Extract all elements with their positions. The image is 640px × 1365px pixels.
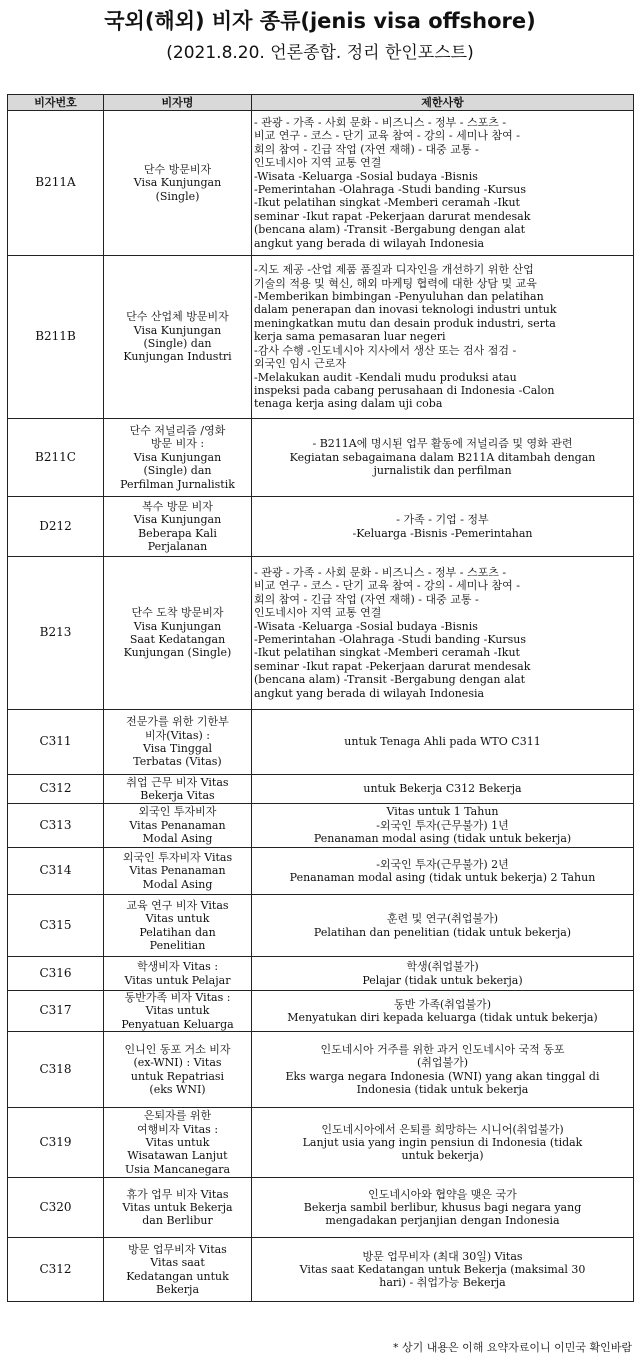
table-header-row [8, 95, 634, 111]
restriction-line: 기술의 적용 및 혁신, 해외 마케팅 협력에 대한 상담 및 교육 [254, 276, 537, 290]
restriction-line: dalam penerapan dan inovasi teknologi industri untuk [254, 303, 557, 317]
visa-name-line: Penyatuan Keluarga [121, 1017, 234, 1031]
visa-name-line: Penelitian [149, 938, 206, 952]
restriction-line: hari) - 취업가능 Bekerja [379, 1276, 506, 1290]
visa-name-line: 여행비자 Vitas : [136, 1122, 219, 1136]
visa-name-line: Kunjungan Industri [123, 350, 232, 364]
visa-name-cell [104, 557, 252, 710]
visa-name-line: 단수 도착 방문비자 [131, 606, 224, 620]
restriction-line: - 관광 - 가족 - 사회 문화 - 비즈니스 - 정부 - 스포츠 - [254, 115, 507, 129]
visa-name-line: Vitas untuk [145, 1136, 210, 1150]
restriction-line: 동반 가족(취업불가) [393, 997, 492, 1011]
restriction-line: -Ikut pelatihan singkat -Memberi ceramah -Ikut [254, 646, 520, 660]
restriction-line: Vitas saat Kedatangan untuk Bekerja (maksimal 30 [299, 1263, 586, 1277]
restriction-line: (bencana alam) -Transit -Bergabung dengan alat [254, 223, 526, 237]
restriction-line: Penanaman modal asing (tidak untuk bekerja) 2 Tahun [289, 871, 596, 884]
header-visa-name: 비자명 [104, 95, 252, 111]
restriction-line: meningkatkan mutu dan desain produk industri, serta [254, 316, 556, 330]
visa-name-cell [104, 710, 252, 775]
restriction-line: 훈련 및 연구(취업불가) [386, 912, 499, 926]
visa-name-cell [104, 1178, 252, 1238]
visa-name-line: Vitas untuk Bekerja [122, 1201, 233, 1215]
footnote: * 상기 내용은 이해 요약자료이니 이민국 확인바람 [393, 1341, 632, 1354]
visa-name-cell [104, 804, 252, 848]
restriction-line: kerja sama pemasaran luar negeri [254, 330, 446, 344]
visa-table-body [8, 111, 634, 1302]
restriction-line: Bekerja sambil berlibur, khusus bagi negara yang [303, 1201, 582, 1215]
restrictions-cell [252, 775, 634, 804]
restrictions-cell [252, 1032, 634, 1108]
restrictions-cell [252, 895, 634, 957]
visa-name-line: (ex-WNI) : Vitas [133, 1056, 222, 1070]
visa-name-line: 동반가족 비자 Vitas : [124, 991, 231, 1004]
restrictions-cell [252, 419, 634, 497]
table-row [8, 775, 634, 804]
visa-name-cell [104, 1032, 252, 1108]
table-row [8, 710, 634, 775]
visa-name-line: Usia Mancanegara [124, 1162, 231, 1176]
visa-code-cell: B211B [8, 256, 104, 419]
visa-code-cell: B213 [8, 557, 104, 710]
restrictions-cell [252, 256, 634, 419]
restriction-line: Penanaman modal asing (tidak untuk bekerja) [313, 832, 572, 846]
visa-name-line: 학생비자 Vitas : [136, 960, 219, 974]
table-row [8, 957, 634, 991]
restrictions-cell [252, 557, 634, 710]
visa-name-line: untuk Repatriasi [130, 1069, 225, 1083]
restrictions-cell [252, 710, 634, 775]
restriction-line: Lanjut usia yang ingin pensiun di Indonesia (tidak [302, 1136, 583, 1150]
visa-code-cell: C320 [8, 1178, 104, 1238]
visa-name-line: Vitas Penanaman [129, 864, 226, 878]
visa-name-line: 휴가 업무 비자 Vitas [126, 1187, 229, 1201]
restriction-line: 비교 연구 - 코스 - 단기 교육 참여 - 강의 - 세미나 참여 - [254, 579, 520, 593]
restriction-line: - 관광 - 가족 - 사회 문화 - 비즈니스 - 정부 - 스포츠 - [254, 565, 507, 579]
restriction-line: -Pemerintahan -Olahraga -Studi banding -Kursus [254, 633, 527, 646]
visa-name-line: Pelatihan dan [139, 925, 216, 939]
visa-name-line: Modal Asing [142, 877, 213, 891]
visa-name-line: Perjalanan [147, 539, 208, 553]
visa-code-cell: C311 [8, 710, 104, 775]
visa-name-line: Vitas Penanaman [129, 818, 226, 832]
restrictions-cell [252, 497, 634, 557]
visa-name-line: Wisatawan Lanjut [127, 1149, 228, 1163]
visa-name-line: 외국인 투자비자 [138, 805, 217, 819]
restriction-line: - 가족 - 기업 - 정부 [396, 513, 489, 527]
table-row [8, 1108, 634, 1178]
table-row [8, 848, 634, 895]
visa-name-cell [104, 1108, 252, 1178]
restriction-line: 회의 참여 - 긴급 작업 (자연 재해) - 대중 교통 - [254, 142, 479, 156]
visa-name-line: Visa Kunjungan [133, 323, 222, 337]
restriction-line: 비교 연구 - 코스 - 단기 교육 참여 - 강의 - 세미나 참여 - [254, 129, 520, 143]
visa-code-cell: C312 [8, 1238, 104, 1302]
visa-name-line: Vitas untuk Pelajar [124, 973, 231, 987]
restriction-line: Pelajar (tidak untuk bekerja) [362, 973, 523, 987]
visa-name-line: Visa Kunjungan [133, 450, 222, 464]
restriction-line: (bencana alam) -Transit -Bergabung dengan alat [254, 673, 526, 687]
visa-name-line: Vitas saat [150, 1256, 205, 1270]
visa-name-line: Modal Asing [142, 832, 213, 846]
visa-name-line: Bekerja Vitas [140, 789, 215, 802]
visa-name-line: Visa Kunjungan [133, 176, 222, 190]
restriction-line: untuk Tenaga Ahli pada WTO C311 [344, 735, 541, 749]
visa-table [7, 94, 634, 1302]
visa-code-cell: C315 [8, 895, 104, 957]
restriction-line: Eks warga negara Indonesia (WNI) yang akan tinggal di [285, 1069, 600, 1083]
visa-name-line: 교육 연구 비자 Vitas [126, 898, 229, 912]
restriction-line: 인도네시아 거주를 위한 과거 인도네시아 국적 동포 [320, 1042, 565, 1056]
restrictions-cell [252, 1178, 634, 1238]
table-row [8, 991, 634, 1032]
restriction-line: seminar -Ikut rapat -Pekerjaan darurat mendesak [254, 659, 531, 673]
visa-name-line: (eks WNI) [149, 1083, 206, 1097]
restriction-line: -감사 수행 -인도네시아 지사에서 생산 또는 검사 점검 - [254, 343, 517, 357]
restriction-line: -외국인 투자(근무불가) 1년 [376, 818, 509, 832]
visa-name-line: 은퇴자를 위한 [143, 1109, 212, 1123]
visa-code-cell: B211C [8, 419, 104, 497]
restrictions-cell [252, 1108, 634, 1178]
document-subtitle: (2021.8.20. 언론종합. 정리 한인포스트) [166, 43, 474, 63]
restriction-line: angkut yang berada di wilayah Indonesia [254, 236, 485, 250]
visa-name-cell [104, 991, 252, 1032]
visa-name-line: 단수 저널리즘 /영화 [129, 423, 226, 437]
visa-code-cell: C313 [8, 804, 104, 848]
restrictions-cell [252, 111, 634, 256]
restriction-line: -Keluarga -Bisnis -Pemerintahan [352, 526, 533, 540]
visa-name-line: Vitas untuk [145, 912, 210, 926]
visa-name-line: 복수 방문 비자 [142, 499, 213, 513]
restriction-line: 회의 참여 - 긴급 작업 (자연 재해) - 대중 교통 - [254, 592, 479, 606]
visa-name-cell [104, 1238, 252, 1302]
visa-name-line: Kunjungan (Single) [123, 646, 232, 660]
visa-name-line: 단수 산업체 방문비자 [126, 310, 229, 324]
visa-name-cell [104, 256, 252, 419]
visa-name-line: Vitas untuk [145, 1004, 210, 1018]
restriction-line: Pelatihan dan penelitian (tidak untuk bekerja) [313, 925, 572, 939]
visa-name-line: (Single) dan [143, 464, 212, 478]
visa-name-line: Perfilman Jurnalistik [120, 477, 235, 491]
table-row [8, 804, 634, 848]
visa-name-line: dan Berlibur [142, 1214, 213, 1228]
restriction-line: -Wisata -Keluarga -Sosial budaya -Bisnis [254, 619, 478, 633]
restriction-line: Menyatukan diri kepada keluarga (tidak untuk bekerja) [287, 1011, 598, 1025]
restriction-line: -외국인 투자(근무불가) 2년 [376, 857, 509, 871]
restrictions-cell [252, 804, 634, 848]
document-title: 국외(해외) 비자 종류(jenis visa offshore) [104, 9, 536, 33]
restriction-line: - B211A에 명시된 업무 활동에 저널리즘 및 영화 관련 [312, 437, 573, 451]
visa-name-line: Visa Kunjungan [133, 619, 222, 633]
restriction-line: 방문 업무비자 (최대 30일) Vitas [362, 1249, 523, 1263]
restriction-line: jurnalistik dan perfilman [373, 464, 512, 478]
visa-name-cell [104, 497, 252, 557]
table-row [8, 419, 634, 497]
restrictions-cell [252, 848, 634, 895]
restriction-line: 인도네시아에서 은퇴를 희망하는 시니어(취업불가) [321, 1122, 564, 1136]
restriction-line: -Ikut pelatihan singkat -Memberi ceramah -Ikut [254, 196, 520, 210]
visa-name-line: Bekerja [156, 1283, 199, 1297]
table-row [8, 497, 634, 557]
restriction-line: Kegiatan sebagaimana dalam B211A ditambah dengan [289, 450, 596, 464]
restriction-line: mengadakan perjanjian dengan Indonesia [325, 1214, 560, 1228]
restrictions-cell [252, 957, 634, 991]
visa-name-line: Visa Tinggal [142, 742, 213, 755]
visa-code-cell: C312 [8, 775, 104, 804]
restriction-line: 인도네시아 지역 교통 연결 [254, 606, 382, 620]
table-row [8, 557, 634, 710]
visa-name-line: Saat Kedatangan [129, 633, 226, 646]
visa-name-cell [104, 111, 252, 256]
visa-name-line: Kedatangan untuk [126, 1269, 229, 1283]
restriction-line: -지도 제공 -산업 제품 품질과 디자인을 개선하기 위한 산업 [254, 263, 534, 277]
restriction-line: seminar -Ikut rapat -Pekerjaan darurat mendesak [254, 209, 531, 223]
restriction-line: 인도네시아 지역 교통 연결 [254, 156, 382, 170]
restriction-line: angkut yang berada di wilayah Indonesia [254, 686, 485, 700]
table-row [8, 256, 634, 419]
visa-name-line: 단수 방문비자 [143, 162, 212, 176]
visa-name-line: 방문 비자 : [150, 437, 205, 451]
restriction-line: 인도네시아와 협약을 맺은 국가 [368, 1187, 517, 1201]
visa-name-line: 방문 업무비자 Vitas [128, 1242, 227, 1256]
visa-name-line: (Single) [155, 189, 200, 203]
visa-code-cell: C317 [8, 991, 104, 1032]
visa-name-line: Beberapa Kali [138, 526, 217, 540]
visa-name-line: 전문가를 위한 기한부 [126, 715, 229, 729]
restriction-line: Vitas untuk 1 Tahun [386, 805, 499, 819]
header-visa-code: 비자번호 [8, 95, 104, 111]
restriction-line: -Pemerintahan -Olahraga -Studi banding -Kursus [254, 183, 527, 196]
table-row [8, 1178, 634, 1238]
visa-name-line: (Single) dan [143, 337, 212, 350]
visa-name-cell [104, 957, 252, 991]
visa-code-cell: B211A [8, 111, 104, 256]
table-row [8, 111, 634, 256]
table-row [8, 1032, 634, 1108]
visa-name-cell [104, 419, 252, 497]
restrictions-cell [252, 991, 634, 1032]
visa-code-cell: C319 [8, 1108, 104, 1178]
restriction-line: (취업불가) [416, 1056, 469, 1070]
visa-code-cell: D212 [8, 497, 104, 557]
restriction-line: 외국인 임시 근로자 [254, 357, 347, 371]
visa-name-line: Terbatas (Vitas) [133, 755, 222, 769]
visa-name-cell [104, 775, 252, 804]
table-row [8, 895, 634, 957]
restriction-line: untuk Bekerja C312 Bekerja [363, 782, 522, 796]
restriction-line: -Memberikan bimbingan -Penyuluhan dan pelatihan [254, 290, 544, 304]
visa-name-line: 외국인 투자비자 Vitas [122, 850, 233, 864]
restriction-line: -Wisata -Keluarga -Sosial budaya -Bisnis [254, 169, 478, 183]
restriction-line: Indonesia (tidak untuk bekerja [356, 1083, 529, 1097]
visa-name-line: 비자(Vitas) : [145, 728, 210, 742]
visa-name-line: 취업 근무 비자 Vitas [126, 775, 229, 789]
restriction-line: -Melakukan audit -Kendali mudu produksi atau [254, 370, 517, 384]
header-restrictions: 제한사항 [252, 95, 634, 111]
visa-code-cell: C318 [8, 1032, 104, 1108]
restriction-line: 학생(취업불가) [406, 960, 479, 974]
visa-name-line: Visa Kunjungan [133, 513, 222, 527]
restrictions-cell [252, 1238, 634, 1302]
visa-code-cell: C316 [8, 957, 104, 991]
restriction-line: untuk bekerja) [401, 1149, 484, 1163]
table-row [8, 1238, 634, 1302]
restriction-line: tenaga kerja asing dalam uji coba [254, 397, 443, 411]
visa-name-cell [104, 848, 252, 895]
visa-name-cell [104, 895, 252, 957]
restriction-line: inspeksi pada cabang perusahaan di Indonesia -Calon [254, 383, 555, 397]
visa-code-cell: C314 [8, 848, 104, 895]
visa-name-line: 인니인 동포 거소 비자 [124, 1042, 231, 1056]
